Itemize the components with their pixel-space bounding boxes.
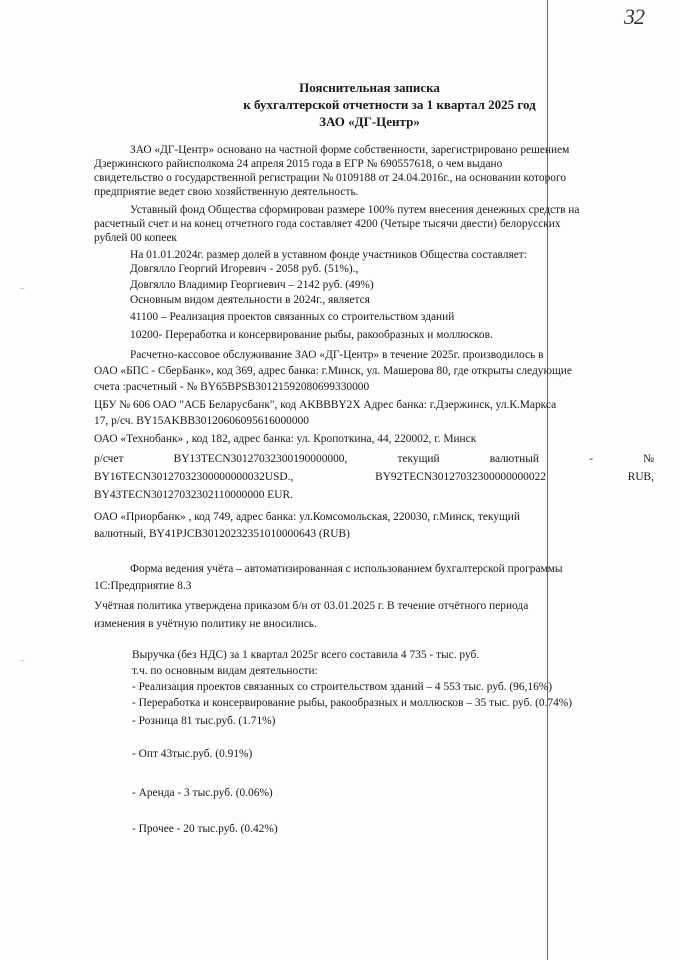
account-number: BY92TECN30127032300000000022	[375, 471, 546, 483]
paragraph-1-line: ЗАО «ДГ-Центр» основано на частной форме собственности, зарегистрировано решением	[130, 144, 570, 156]
paragraph-1-line: свидетельство о государственной регистрации № 0109188 от 24.04.2016г., на основании которого	[94, 172, 567, 184]
paragraph-1-line: Дзержинского райисполкома 24 апреля 2015 года в ЕГР № 690557618, о чем выдано	[94, 158, 503, 170]
banking-line: ОАО «БПС - СберБанк», код 369, адрес банка: г.Минск, ул. Машерова 80, где открыты следующие	[94, 365, 572, 377]
title-line-3: ЗАО «ДГ-Центр»	[319, 114, 420, 129]
margin-mark: –	[20, 655, 25, 665]
account-number: BY13TECN30127032300190000000,	[173, 453, 348, 465]
account-label: валютный	[489, 453, 539, 465]
accounting-line: изменения в учётную политику не вносились.	[94, 618, 317, 630]
share-item: Довгялло Георгий Игоревич - 2058 руб. (51%).,	[130, 263, 359, 275]
technobank-account-line	[94, 452, 654, 466]
title-line-1: Пояснительная записка	[299, 80, 440, 95]
revenue-item: - Опт 43тыс.руб. (0.91%)	[132, 748, 253, 760]
account-number: BY16TECN30127032300000000032USD.,	[94, 471, 294, 483]
account-label: текущий	[397, 453, 440, 465]
account-label: №	[643, 453, 654, 465]
banking-line: 17, р/сч. BY15AKBB30120606095616000000	[94, 415, 309, 427]
revenue-total: Выручка (без НДС) за 1 квартал 2025г всего составила 4 735 - тыс. руб.	[132, 649, 480, 661]
page-number: 32	[624, 4, 644, 29]
banking-line: ОАО «Приорбанк» , код 749, адрес банка: ул.Комсомольская, 220030, г.Минск, текущий	[94, 511, 520, 523]
paragraph-1-line: предприятие ведет свою хозяйственную деятельность.	[94, 186, 359, 198]
activity-item: 41100 – Реализация проектов связанных со строительством зданий	[130, 311, 455, 323]
banking-line: ОАО «Технобанк» , код 182, адрес банка: ул. Кропоткина, 44, 220002, г. Минск	[94, 433, 477, 445]
revenue-item: - Прочее - 20 тыс.руб. (0.42%)	[132, 823, 278, 835]
account-currency: RUB,	[627, 471, 654, 483]
technobank-account-line	[94, 470, 654, 484]
revenue-item: - Переработка и консервирование рыбы, ракообразных и моллюсков – 35 тыс. руб. (0.74%)	[132, 697, 573, 709]
banking-line: счета :расчетный - № BY65BPSB30121592080699330000	[94, 381, 370, 393]
account-separator: -	[589, 453, 593, 465]
banking-line: валютный, BY41PJCB30120232351010000643 (RUB)	[94, 528, 350, 540]
accounting-line: Форма ведения учёта – автоматизированная с использованием бухгалтерской программы	[130, 563, 563, 575]
revenue-item: - Реализация проектов связанных со строительством зданий – 4 553 тыс. руб. (96,16%)	[132, 681, 553, 693]
accounting-line: 1С:Предприятие 8.3	[94, 580, 192, 592]
banking-line: BY43TECN30127032302110000000 EUR.	[94, 489, 293, 501]
shares-intro: На 01.01.2024г. размер долей в уставном фонде участников Общества составляет:	[130, 249, 527, 261]
activity-intro: Основным видом деятельности в 2024г., является	[130, 294, 370, 306]
title-line-2: к бухгалтерской отчетности за 1 квартал 2025 год	[243, 97, 536, 112]
margin-mark: –	[20, 283, 25, 293]
paragraph-2-line: расчетный счет и на конец отчетного года составляет 4200 (Четыре тысячи двести) белорусских	[94, 218, 561, 230]
banking-line: Расчетно-кассовое обслуживание ЗАО «ДГ-Центр» в течение 2025г. производилось в	[130, 349, 544, 361]
paragraph-2-line: рублей 00 копеек	[94, 232, 177, 244]
revenue-item: - Аренда - 3 тыс.руб. (0.06%)	[132, 787, 273, 799]
share-item: Довгялло Владимир Георгиевич – 2142 руб. (49%)	[130, 279, 374, 291]
banking-line: ЦБУ № 606 ОАО "АСБ Беларусбанк", код AKBBBY2X Адрес банка: г.Дзержинск, ул.К.Маркса	[94, 399, 557, 411]
paragraph-2-line: Уставный фонд Общества сформирован размере 100% путем внесения денежных средств на	[130, 204, 580, 216]
accounting-line: Учётная политика утверждена приказом б/н от 03.01.2025 г. В течение отчётного периода	[94, 600, 529, 612]
account-label: р/счет	[94, 453, 124, 465]
activity-item: 10200- Переработка и консервирование рыбы, ракообразных и моллюсков.	[130, 329, 493, 341]
revenue-item: - Розница 81 тыс.руб. (1.71%)	[132, 715, 276, 727]
revenue-subtitle: т.ч. по основным видам деятельности:	[132, 665, 318, 677]
